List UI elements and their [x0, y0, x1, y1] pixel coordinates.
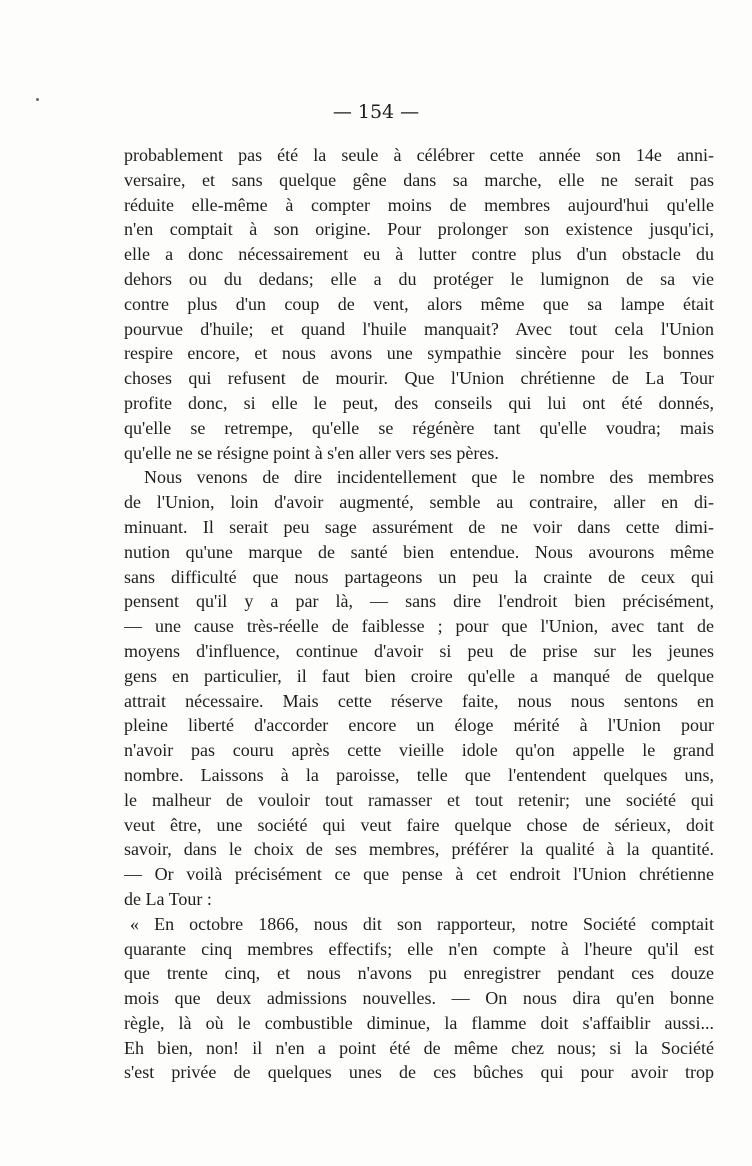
text-line: versaire, et sans quelque gêne dans sa marche, elle ne serait pas — [124, 169, 714, 190]
text-line: savoir, dans le choix de ses membres, préférer la qualité à la quantité. — [124, 839, 714, 860]
text-line: de La Tour : — [124, 888, 212, 909]
text-line: probablement pas été la seule à célébrer cette année son 14e anni- — [124, 145, 714, 165]
text-line: pensent qu'il y a par là, — sans dire l'endroit bien précisément, — [124, 591, 714, 612]
text-line: nution qu'une marque de santé bien entendue. Nous avourons même — [124, 541, 714, 562]
text-line: pourvue d'huile; et quand l'huile manquait? Avec tout cela l'Union — [124, 318, 714, 339]
text-line: gens en particulier, il faut bien croire qu'elle a manqué de quelque — [124, 665, 714, 686]
text-line: dehors ou du dedans; elle a du protéger le lumignon de sa vie — [124, 268, 714, 289]
text-line: elle a donc nécessairement eu à lutter contre plus d'un obstacle du — [124, 244, 714, 265]
text-line: nombre. Laissons à la paroisse, telle que l'entendent quelques uns, — [124, 764, 714, 785]
text-line: mois que deux admissions nouvelles. — On nous dira qu'en bonne — [124, 988, 714, 1009]
text-line: de l'Union, loin d'avoir augmenté, semble au contraire, aller en di- — [124, 492, 714, 513]
text-line: Nous venons de dire incidentellement que le nombre des membres — [144, 467, 714, 488]
text-line: sans difficulté que nous partageons un peu la crainte de ceux qui — [124, 566, 714, 587]
text-line: pleine liberté d'accorder encore un éloge mérité à l'Union pour — [124, 715, 714, 736]
text-line: n'avoir pas couru après cette vieille idole qu'on appelle le grand — [124, 740, 714, 761]
text-line: n'en comptait à son origine. Pour prolonger son existence jusqu'ici, — [124, 219, 714, 240]
text-line: moyens d'influence, continue d'avoir si peu de prise sur les jeunes — [124, 640, 714, 661]
text-line: contre plus d'un coup de vent, alors même que sa lampe était — [124, 293, 714, 314]
body-text — [124, 143, 714, 1085]
text-line: « En octobre 1866, nous dit son rapporteur, notre Société comptait — [130, 913, 714, 934]
text-line: minuant. Il serait peu sage assurément de ne voir dans cette dimi- — [124, 516, 714, 537]
text-line: choses qui refusent de mourir. Que l'Union chrétienne de La Tour — [124, 368, 714, 389]
text-line: qu'elle se retrempe, qu'elle se régénère tant qu'elle voudra; mais — [124, 417, 714, 438]
text-line: — Or voilà précisément ce que pense à cet endroit l'Union chrétienne — [124, 864, 714, 885]
text-line: qu'elle ne se résigne point à s'en aller vers ses pères. — [124, 442, 499, 463]
text-line: s'est privée de quelques unes de ces bûches qui pour avoir trop — [124, 1062, 714, 1083]
text-line: règle, là où le combustible diminue, la flamme doit s'affaiblir aussi... — [124, 1012, 714, 1033]
text-line: attrait nécessaire. Mais cette réserve faite, nous nous sentons en — [124, 690, 714, 711]
text-line: réduite elle-même à compter moins de membres aujourd'hui qu'elle — [124, 194, 714, 215]
text-line: respire encore, et nous avons une sympathie sincère pour les bonnes — [124, 343, 714, 364]
text-line: profite donc, si elle le peut, des conseils qui lui ont été donnés, — [124, 392, 714, 413]
text-line: veut être, une société qui veut faire quelque chose de sérieux, doit — [124, 814, 714, 835]
text-line: — une cause très-réelle de faiblesse ; pour que l'Union, avec tant de — [124, 616, 714, 637]
text-line: quarante cinq membres effectifs; elle n'en compte à l'heure qu'il est — [124, 938, 714, 959]
text-line: le malheur de vouloir tout ramasser et tout retenir; une société qui — [124, 789, 714, 810]
text-line: Eh bien, non! il n'en a point été de même chez nous; si la Société — [124, 1037, 714, 1058]
page-number: — 154 — — [332, 101, 420, 123]
text-line: que trente cinq, et nous n'avons pu enregistrer pendant ces douze — [124, 963, 714, 984]
